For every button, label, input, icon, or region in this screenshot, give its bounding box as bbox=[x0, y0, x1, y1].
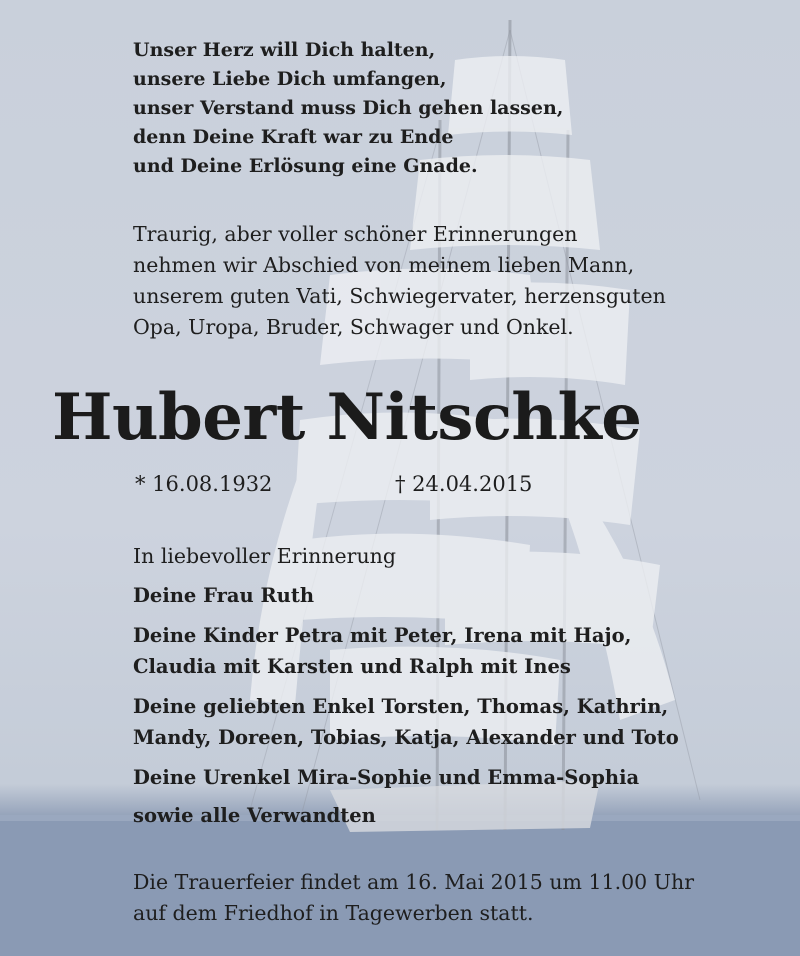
funeral-line-1: Die Trauerfeier findet am 16. Mai 2015 um 11.00 Uhr bbox=[133, 870, 694, 894]
birth-date: * 16.08.1932 bbox=[135, 472, 273, 496]
verse-line-4: denn Deine Kraft war zu Ende bbox=[133, 126, 454, 148]
grandchildren-line-1: Deine geliebten Enkel Torsten, Thomas, Kathrin, bbox=[133, 695, 669, 718]
intro-line-2: nehmen wir Abschied von meinem lieben Mann, bbox=[133, 253, 635, 277]
verse-line-2: unsere Liebe Dich umfangen, bbox=[133, 68, 447, 90]
intro-line-3: unserem guten Vati, Schwiegervater, herzensguten bbox=[133, 284, 666, 308]
grandchildren-line-2: Mandy, Doreen, Tobias, Katja, Alexander und Toto bbox=[133, 726, 679, 749]
memory-line: In liebevoller Erinnerung bbox=[133, 544, 396, 568]
deceased-name: Hubert Nitschke bbox=[52, 380, 642, 455]
great-grandchildren-line: Deine Urenkel Mira-Sophie und Emma-Sophia bbox=[133, 766, 640, 789]
funeral-line-2: auf dem Friedhof in Tagewerben statt. bbox=[133, 901, 534, 925]
children-line-1: Deine Kinder Petra mit Peter, Irena mit Hajo, bbox=[133, 624, 632, 647]
intro-line-4: Opa, Uropa, Bruder, Schwager und Onkel. bbox=[133, 315, 574, 339]
wife-line: Deine Frau Ruth bbox=[133, 584, 315, 607]
children-line-2: Claudia mit Karsten und Ralph mit Ines bbox=[133, 655, 571, 678]
relatives-line: sowie alle Verwandten bbox=[133, 804, 376, 827]
death-date: † 24.04.2015 bbox=[395, 472, 533, 496]
verse-line-1: Unser Herz will Dich halten, bbox=[133, 39, 436, 61]
verse-line-3: unser Verstand muss Dich gehen lassen, bbox=[133, 97, 564, 119]
verse-line-5: und Deine Erlösung eine Gnade. bbox=[133, 155, 478, 177]
intro-line-1: Traurig, aber voller schöner Erinnerungen bbox=[133, 222, 578, 246]
